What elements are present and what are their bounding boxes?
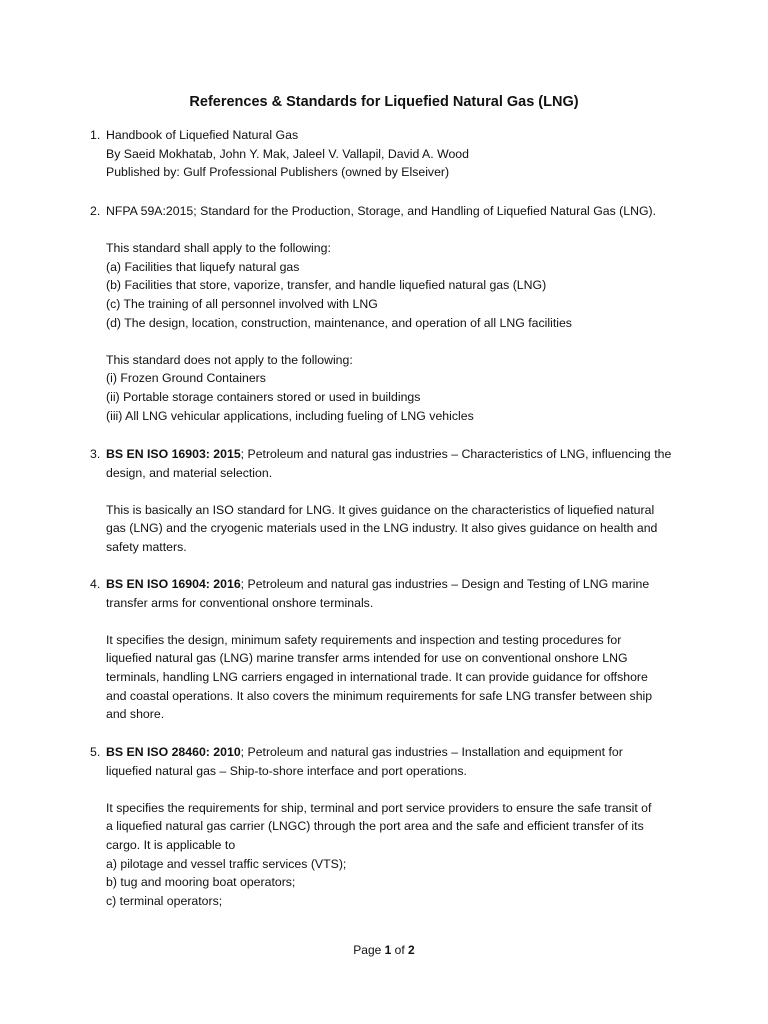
list-item: a) pilotage and vessel traffic services (VTS); [106, 856, 347, 871]
description-line: safety matters. [106, 539, 187, 554]
page-footer [0, 943, 768, 957]
standard-title: ; Standard for the Production, Storage, and Handling of Liquefied Natural Gas (LNG). [193, 204, 657, 218]
description-line: liquefied natural gas (LNG) marine transfer arms intended for use on conventional onshore LNG [106, 651, 628, 666]
page-title: References & Standards for Liquefied Natural Gas (LNG) [189, 94, 579, 110]
list-item: (ii) Portable storage containers stored or used in buildings [106, 389, 421, 404]
description-line: It specifies the requirements for ship, terminal and port service providers to ensure the safe transit of [106, 800, 652, 815]
reference-heading [106, 445, 690, 464]
reference-1 [90, 126, 690, 182]
description-line: gas (LNG) and the cryogenic materials used in the LNG industry. It also gives guidance on health and [106, 521, 658, 536]
standard-code: NFPA 59A:2015 [106, 204, 194, 218]
not-applies-heading: This standard does not apply to the following: [106, 352, 353, 367]
reference-publisher: Published by: Gulf Professional Publishers (owned by Elseiver) [106, 165, 450, 180]
reference-number: 4. [90, 577, 101, 591]
list-item: (b) Facilities that store, vaporize, transfer, and handle liquefied natural gas (LNG) [106, 278, 547, 293]
list-item: (a) Facilities that liquefy natural gas [106, 259, 300, 274]
standard-code: BS EN ISO 16903: 2015 [106, 447, 241, 461]
page-number: 1 [384, 943, 392, 957]
description-line: cargo. It is applicable to [106, 837, 236, 852]
standard-title-continued: design, and material selection. [106, 465, 273, 480]
page-label: Page [353, 943, 382, 957]
reference-number: 1. [90, 128, 101, 142]
reference-5 [90, 743, 690, 910]
reference-heading [106, 743, 690, 762]
reference-4 [90, 575, 690, 724]
reference-heading [106, 575, 690, 594]
standard-title: ; Petroleum and natural gas industries – Characteristics of LNG, influencing the [240, 447, 672, 461]
standard-title: ; Petroleum and natural gas industries – Design and Testing of LNG marine [240, 577, 650, 591]
standard-code: BS EN ISO 16904: 2016 [106, 577, 241, 591]
reference-authors: By Saeid Mokhatab, John Y. Mak, Jaleel V. Vallapil, David A. Wood [106, 146, 469, 161]
description-line: This is basically an ISO standard for LNG. It gives guidance on the characteristics of liquefied natural [106, 502, 655, 517]
page-total: 2 [408, 943, 415, 957]
list-item: (i) Frozen Ground Containers [106, 371, 266, 386]
list-item: c) terminal operators; [106, 893, 223, 908]
reference-number: 2. [90, 204, 101, 218]
description-line: terminals, handling LNG carriers engaged in international trade. It can provide guidance for offshore [106, 669, 648, 684]
standard-code: BS EN ISO 28460: 2010 [106, 745, 241, 759]
reference-heading [106, 202, 690, 221]
description-line: a liquefied natural gas carrier (LNGC) through the port area and the safe and efficient transfer of its [106, 819, 644, 834]
reference-number: 3. [90, 447, 101, 461]
description-line: and shore. [106, 707, 165, 722]
reference-title: Handbook of Liquefied Natural Gas [106, 128, 299, 142]
description-line: It specifies the design, minimum safety requirements and inspection and testing procedures for [106, 632, 622, 647]
list-item: b) tug and mooring boat operators; [106, 875, 296, 890]
standard-title: ; Petroleum and natural gas industries – Installation and equipment for [240, 745, 623, 759]
reference-number: 5. [90, 745, 101, 759]
list-item: (iii) All LNG vehicular applications, including fueling of LNG vehicles [106, 408, 474, 423]
applies-heading: This standard shall apply to the following: [106, 241, 331, 256]
description-line: and coastal operations. It also covers the minimum requirements for safe LNG transfer between ship [106, 688, 653, 703]
standard-title-continued: transfer arms for conventional onshore terminals. [106, 595, 374, 610]
reference-3 [90, 445, 690, 557]
of-label: of [394, 943, 405, 957]
reference-2 [90, 202, 690, 425]
list-item: (d) The design, location, construction, maintenance, and operation of all LNG facilities [106, 315, 572, 330]
list-item: (c) The training of all personnel involved with LNG [106, 296, 378, 311]
standard-title-continued: liquefied natural gas – Ship-to-shore interface and port operations. [106, 763, 467, 778]
